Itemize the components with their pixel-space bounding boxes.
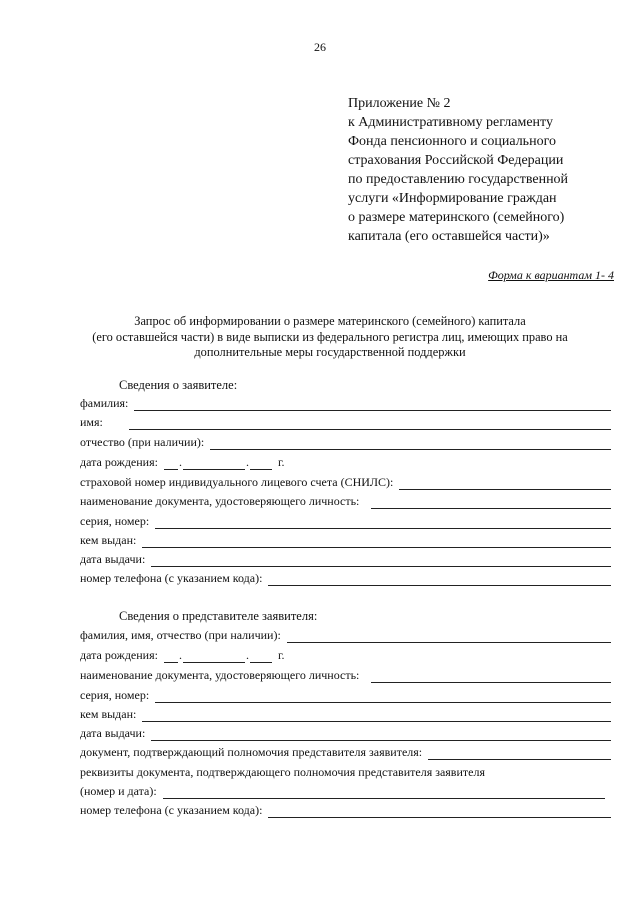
representative-issue-date-label: дата выдачи: bbox=[80, 726, 146, 740]
applicant-issued-by-input[interactable] bbox=[142, 535, 611, 548]
applicant-series-number-label: серия, номер: bbox=[80, 514, 150, 528]
representative-full-name-input[interactable] bbox=[287, 630, 611, 643]
applicant-first-name-label: имя: bbox=[80, 415, 103, 429]
applicant-birth-year-suffix: г. bbox=[277, 455, 285, 469]
appendix-line: Фонда пенсионного и социального bbox=[348, 134, 556, 149]
applicant-phone-input[interactable] bbox=[268, 573, 611, 586]
representative-full-name-label: фамилия, имя, отчество (при наличии): bbox=[80, 628, 281, 642]
applicant-birth-date-field: дата рождения: . . г. bbox=[80, 455, 285, 469]
applicant-series-number-input[interactable] bbox=[155, 516, 611, 529]
representative-birth-month-input[interactable] bbox=[183, 650, 245, 663]
representative-id-document-field bbox=[80, 668, 611, 683]
applicant-last-name-label: фамилия: bbox=[80, 396, 129, 410]
applicant-series-number-field bbox=[80, 514, 611, 529]
representative-authority-details-label-row bbox=[80, 765, 611, 780]
applicant-issue-date-field bbox=[80, 552, 611, 567]
form-variant-label: Форма к вариантам 1- 4 bbox=[488, 268, 614, 282]
representative-phone-label: номер телефона (с указанием кода): bbox=[80, 803, 263, 817]
representative-authority-document-field bbox=[80, 745, 611, 760]
representative-authority-details-field bbox=[80, 784, 605, 799]
representative-birth-year-input[interactable] bbox=[250, 650, 272, 663]
appendix-line: о размере материнского (семейного) bbox=[348, 210, 565, 225]
representative-section-heading: Сведения о представителе заявителя: bbox=[119, 609, 318, 623]
applicant-id-document-input[interactable] bbox=[371, 496, 611, 509]
appendix-header bbox=[348, 94, 628, 246]
applicant-birth-date-label: дата рождения: bbox=[80, 455, 158, 469]
representative-phone-input[interactable] bbox=[268, 805, 611, 818]
representative-series-number-label: серия, номер: bbox=[80, 688, 150, 702]
applicant-id-document-field bbox=[80, 494, 611, 509]
representative-authority-details-input[interactable] bbox=[163, 786, 605, 799]
representative-id-document-label: наименование документа, удостоверяющего личность: bbox=[80, 668, 360, 682]
representative-authority-details-label: реквизиты документа, подтверждающего полномочия представителя заявителя bbox=[80, 765, 485, 779]
page-number: 26 bbox=[314, 40, 326, 54]
applicant-patronymic-field bbox=[80, 435, 611, 450]
representative-issued-by-label: кем выдан: bbox=[80, 707, 137, 721]
applicant-last-name-input[interactable] bbox=[134, 398, 611, 411]
applicant-section-heading: Сведения о заявителе: bbox=[119, 378, 238, 392]
applicant-birth-year-input[interactable] bbox=[250, 457, 272, 470]
representative-issued-by-field bbox=[80, 707, 611, 722]
representative-birth-day-input[interactable] bbox=[164, 650, 178, 663]
applicant-snils-label: страховой номер индивидуального лицевого счета (СНИЛС): bbox=[80, 475, 394, 489]
representative-issued-by-input[interactable] bbox=[142, 709, 611, 722]
applicant-issue-date-label: дата выдачи: bbox=[80, 552, 146, 566]
appendix-line: к Административному регламенту bbox=[348, 115, 553, 130]
representative-authority-document-input[interactable] bbox=[428, 747, 611, 760]
representative-birth-date-label: дата рождения: bbox=[80, 648, 158, 662]
applicant-id-document-label: наименование документа, удостоверяющего личность: bbox=[80, 494, 360, 508]
applicant-issue-date-input[interactable] bbox=[151, 554, 611, 567]
representative-full-name-field bbox=[80, 628, 611, 643]
request-title-line: дополнительные меры государственной поддержки bbox=[194, 345, 466, 359]
representative-issue-date-field bbox=[80, 726, 611, 741]
representative-phone-field bbox=[80, 803, 611, 818]
applicant-first-name-field bbox=[80, 415, 611, 430]
applicant-birth-day-input[interactable] bbox=[164, 457, 178, 470]
applicant-birth-month-input[interactable] bbox=[183, 457, 245, 470]
representative-birth-date-field: дата рождения: . . г. bbox=[80, 648, 285, 662]
representative-series-number-input[interactable] bbox=[155, 690, 611, 703]
applicant-snils-input[interactable] bbox=[399, 477, 611, 490]
appendix-line: страхования Российской Федерации bbox=[348, 153, 564, 168]
appendix-line: Приложение № 2 bbox=[348, 96, 451, 111]
representative-series-number-field bbox=[80, 688, 611, 703]
representative-birth-year-suffix: г. bbox=[277, 648, 285, 662]
appendix-line: по предоставлению государственной bbox=[348, 172, 569, 187]
applicant-patronymic-label: отчество (при наличии): bbox=[80, 435, 205, 449]
appendix-line: услуги «Информирование граждан bbox=[348, 191, 557, 206]
representative-authority-details-label-2: (номер и дата): bbox=[80, 784, 157, 798]
applicant-first-name-input[interactable] bbox=[129, 417, 611, 430]
applicant-last-name-field bbox=[80, 396, 611, 411]
appendix-line: капитала (его оставшейся части)» bbox=[348, 229, 550, 244]
applicant-issued-by-label: кем выдан: bbox=[80, 533, 137, 547]
applicant-phone-label: номер телефона (с указанием кода): bbox=[80, 571, 263, 585]
applicant-issued-by-field bbox=[80, 533, 611, 548]
applicant-snils-field bbox=[80, 475, 611, 490]
request-title bbox=[60, 314, 600, 361]
request-title-line: Запрос об информировании о размере материнского (семейного) капитала bbox=[134, 314, 526, 328]
applicant-phone-field bbox=[80, 571, 611, 586]
request-title-line: (его оставшейся части) в виде выписки из федерального регистра лиц, имеющих право на bbox=[92, 329, 568, 344]
representative-authority-document-label: документ, подтверждающий полномочия представителя заявителя: bbox=[80, 745, 423, 759]
representative-id-document-input[interactable] bbox=[371, 670, 611, 683]
representative-issue-date-input[interactable] bbox=[151, 728, 611, 741]
applicant-patronymic-input[interactable] bbox=[210, 437, 611, 450]
